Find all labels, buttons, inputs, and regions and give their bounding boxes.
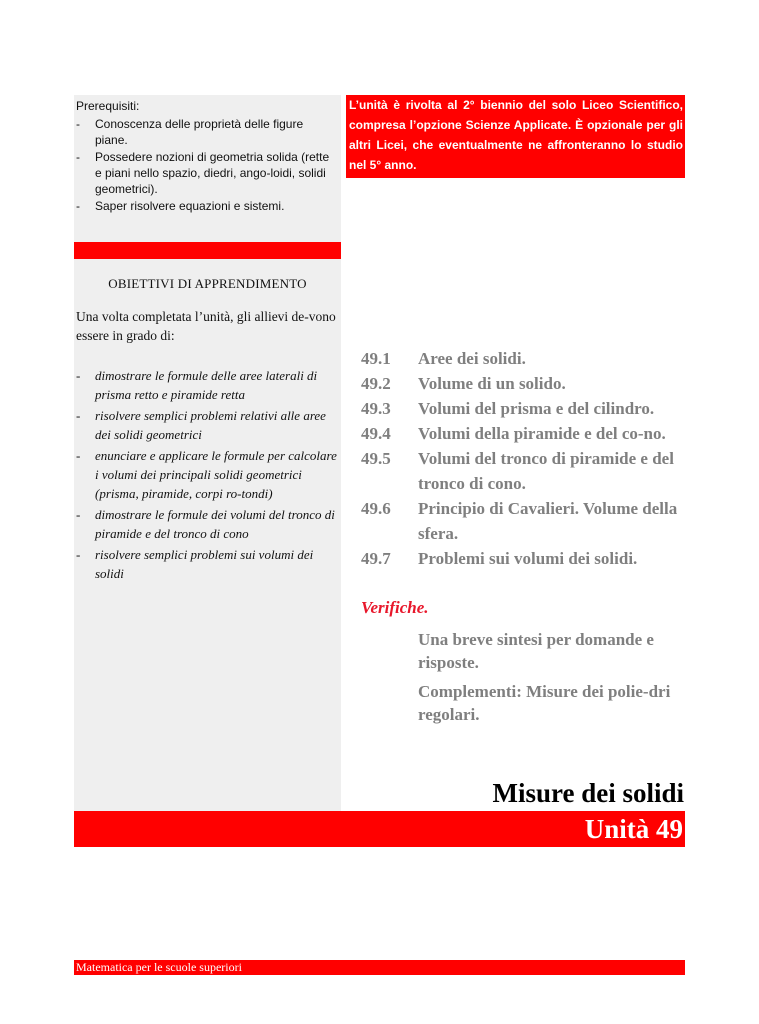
toc-title: Volumi del prisma e del cilindro. (418, 399, 655, 418)
toc-number: 49.3 (361, 399, 391, 418)
divider-bar (74, 242, 341, 259)
prerequisites-title: Prerequisiti: (76, 99, 140, 113)
toc-entry (361, 446, 691, 496)
list-item: - Saper risolvere equazioni e sistemi. (76, 199, 285, 213)
toc-title: Aree dei solidi. (418, 349, 526, 368)
list-item: - Possedere nozioni di geometria solida (rette e piani nello spazio, diedri, ango-loidi, solidi geometrici). (76, 150, 330, 196)
list-item: - risolvere semplici problemi relativi alle aree dei solidi geometrici (76, 408, 326, 442)
prerequisites-block (76, 98, 338, 215)
list-item: - dimostrare le formule dei volumi del tronco di piramide e del tronco di cono (76, 507, 335, 541)
toc-number: 49.6 (361, 499, 391, 518)
extras-item: Complementi: Misure dei polie-dri regolari. (418, 682, 671, 724)
list-item: - dimostrare le formule delle aree laterali di prisma retto e piramide retta (76, 368, 318, 402)
toc-number: 49.2 (361, 374, 391, 393)
objectives-intro: Una volta completata l’unità, gli allievi de-vono essere in grado di: (76, 309, 336, 343)
list-item: - risolvere semplici problemi sui volumi dei solidi (76, 547, 314, 581)
notice-box: L’unità è rivolta al 2° biennio del solo Liceo Scientifico, compresa l’opzione Scienze Applicate. È opzionale per gli altri Licei, che eventualmente ne affronteranno lo studio nel 5° anno. (346, 95, 685, 178)
footer-text: Matematica per le scuole superiori (76, 960, 242, 974)
toc-title: Principio di Cavalieri. Volume della sfera. (418, 499, 678, 543)
toc-entry (361, 496, 691, 546)
toc-entry (361, 346, 691, 371)
toc-entry (361, 546, 691, 571)
toc-number: 49.1 (361, 349, 391, 368)
extras-item: Una breve sintesi per domande e risposte. (418, 630, 654, 672)
toc-entry (361, 371, 691, 396)
verifiche-heading: Verifiche. (361, 598, 429, 617)
prerequisites-list (76, 116, 338, 214)
toc-entry (361, 421, 691, 446)
list-item: - enunciare e applicare le formule per calcolare i volumi dei principali solidi geometrici (prisma, piramide, corpi ro-tondi) (76, 448, 337, 501)
list-item: - Conoscenza delle proprietà delle figure piane. (76, 117, 304, 147)
toc-number: 49.5 (361, 449, 391, 468)
toc-title: Problemi sui volumi dei solidi. (418, 549, 638, 568)
toc-number: 49.4 (361, 424, 391, 443)
extras-list (418, 628, 698, 732)
toc-title: Volumi del tronco di piramide e del tronco di cono. (418, 449, 674, 493)
objectives-list (76, 366, 342, 585)
table-of-contents (361, 346, 691, 571)
toc-title: Volumi della piramide e del co-no. (418, 424, 666, 443)
unit-label: Unità 49 (584, 814, 683, 844)
unit-title: Misure dei solidi (492, 778, 684, 808)
toc-number: 49.7 (361, 549, 391, 568)
toc-title: Volume di un solido. (418, 374, 566, 393)
toc-entry (361, 396, 691, 421)
objectives-title: OBIETTIVI DI APPRENDIMENTO (108, 276, 307, 291)
